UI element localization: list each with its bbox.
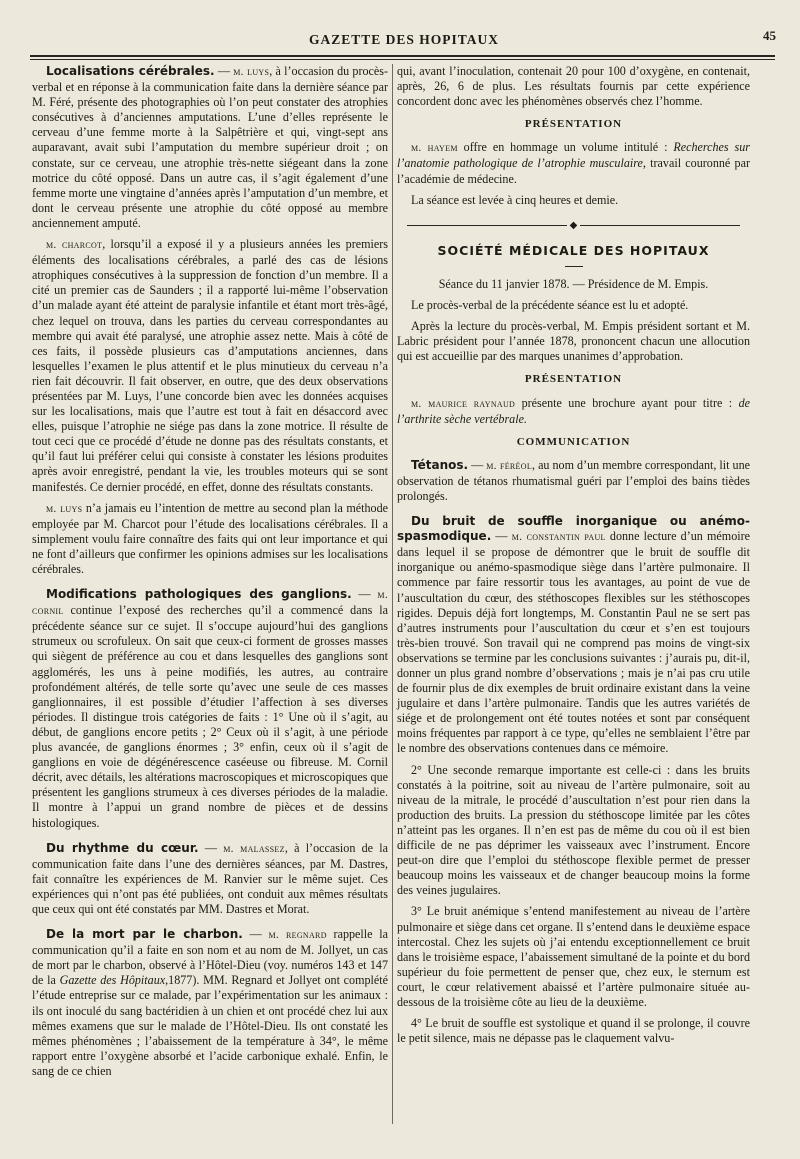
section-separator: ◆ bbox=[397, 218, 750, 233]
left-column bbox=[32, 64, 388, 1085]
paragraph-remark-4: 4° Le bruit de souffle est systolique et quand il se prolonge, il couvre le petit silence, mais ne dépasse pas le claquement valvu- bbox=[397, 1016, 750, 1046]
speaker-name: m. féréol bbox=[486, 459, 533, 472]
section-heading-communication: COMMUNICATION bbox=[516, 435, 631, 448]
article-tetanos: Tétanos. — m. féréol, au nom d’un membre correspondant, lit une observation de tétanos rhumatismal guéri par l’emploi des bains tièdes prolongés. bbox=[397, 457, 751, 503]
article-ganglions: Modifications pathologiques des ganglions. — m. cornil continue l’exposé des recherches qu’il a commencé dans la précédente séance sur ce sujet. Il s’occupe aujourd’hui des ganglions strumeux ou scrofuleux. On sait que ceux-ci forment de grosses masses qui siègent de préférence au cou et dans lesquelles des ganglions sont agglomérés, les uns à peine modifiés, les autres, au contraire profondément altérés, de telle sorte qu’avec une seule de ces masses ganglionnaires, il est possible d’étudier l’affection à ses diverses périodes. Il distingue trois catégories de faits : 1° Une où il s’agit, au début, de ganglions encore petits ; 2° Ceux où il s’agit, à une période plus avancée, de ganglions énormes ; 3° enfin, ceux où il s’agit de ganglions en voie de dégénérescence caséeuse ou fibreuse. M. Cornil décrit, avec détails, les altérations macroscopiques et microscopiques que présentent les ganglions strumeux à ces diverses périodes de la maladie. Il montre à l’appui un grand nombre de pièces et de dessins histologiques. bbox=[32, 587, 388, 830]
article-heading: De la mort par le charbon. bbox=[46, 927, 243, 942]
header-rule bbox=[30, 55, 775, 57]
paragraph-text: ,1877). MM. Regnard et Jollyet ont complété l’étude entreprise sur ce malade, par l’expérimentation sur les animaux : ils ont inoculé du sang bactéridien à un chien et ont procédé chez lui aux mêmes examens que sur le malade de l’Hôtel-Dieu. Ils ont constaté les mêmes phénomènes ; l’abaissement de la température à 34°, le même rapport entre l’oxygène absorbé et l’acide carbonique exhalé. Enfin, le sang de ce chien bbox=[32, 973, 388, 1078]
article-rhythme: Du rhythme du cœur. — m. malassez, à l’occasion de la communication faite dans l’une des dernières séances, par M. Dastres, fait connaître les expériences de M. Ranvier sur le même sujet. Ces expériences qui n’ont pas été publiées, ont conduit aux mêmes résultats que ceux qui ont été constatés par MM. Dastres et Morat. bbox=[32, 840, 389, 916]
paragraph-text: n’a jamais eu l’intention de mettre au second plan la méthode employée par M. Charcot pour l’étude des localisations cérébrales. Il a simplement voulu faire connaître des faits qui ont leur importance et qui ne font d’ailleurs que confirmer les opinions admises sur les localisations cérébrales. bbox=[32, 500, 389, 576]
session-line: Séance du 11 janvier 1878. — Présidence de M. Empis. bbox=[438, 276, 709, 291]
speaker-name: m. luys bbox=[233, 66, 270, 78]
article-heading: Du bruit de souffle inorganique ou anémo-spasmodique. bbox=[397, 514, 750, 544]
page-number: 45 bbox=[763, 28, 776, 43]
paragraph-hayem: m. hayem offre en hommage un volume intitulé : Recherches sur l’anatomie pathologique de l’atrophie musculaire, travail couronné par l’académie de médecine. bbox=[397, 140, 751, 186]
article-bruit-de-souffle: Du bruit de souffle inorganique ou anémo-spasmodique. — m. constantin paul donne lecture d’un mémoire dans lequel il se propose de démontrer que le bruit de souffle dit inorganique ou anémo-spasmodique siège dans l’artère pulmonaire. Il commence par faire ressortir tous les avantages, au point de vue de l’auscultation du cœur, des stéthoscopes flexibles sur les stéthoscopes rigides. Depuis déjà fort longtemps, M. Constantin Paul ne se sert pas d’autres instruments pour l’auscultation du cœur et s’en est toujours très-bien trouvé. Son travail qui ne comprend pas moins de vingt-six observations se termine par les conclusions suivantes : j’aurais pu, dit-il, donner un plus grand nombre d’observations ; mais je n’ai pas cru utile de fournir plus de dix exemples de bruit ordinaire existant dans la veine jugulaire et dans l’artère pulmonaire. Tandis que les autres variétés de siége et de prolongement ont été toutes notées et sont par conséquent moins fréquentes par rapport à ce type, qu’elles ne semblaient l’être par le nombre des observations contenues dans ce mémoire. bbox=[397, 514, 750, 756]
minutes-line: Le procès-verbal de la précédente séance est lu et adopté. bbox=[411, 298, 689, 313]
paragraph-text: , à l’occasion du procès-verbal et en réponse à la communication faite dans la dernière séance par M. Féré, présente des photographies où l’on peut constater des atrophies consécutives à d’anciennes amputations. L’une d’elles représente le cerveau d’une femme morte à la Salpêtrière et qui, vingt-sept ans auparavant, avait subi l’amputation du membre supérieur droit ; on constate, sur ce cerveau, une atrophie très-nette siégeant dans la zone motrice du côté opposé. Dans un autre cas, il s’agit également d’une femme morte une vingtaine d’années après l’amputation d’un membre, et dont le cerveau présente une atrophie du côté opposé au membre anciennement amputé. bbox=[32, 64, 388, 230]
paragraph-text: rappelle la communication qu’il a faite en son nom et au nom de M. Jollyet, un cas de mort par le charbon, observé à l’Hôtel-Dieu (voy. numéros 143 et 147 de la bbox=[32, 927, 389, 988]
paragraph-closing: La séance est levée à cinq heures et demie. bbox=[411, 192, 619, 207]
journal-title: Gazette des Hôpitaux bbox=[59, 973, 166, 988]
paragraph-text: continue l’exposé des recherches qu’il a commencé dans la précédente séance sur ce sujet. Il s’occupe aujourd’hui des ganglions strumeux ou scrofuleux. On sait que ceux-ci forment de grosses masses qui siègent de préférence au cou et dans lesquelles des ganglions sont agglomérés, les uns à peine modifiés, les autres, au contraire profondément altérés, de telle sorte qu’avec une seule de ces masses ganglionnaires, il est possible d’étudier l’affection à ses diverses périodes. Il distingue trois catégories de faits : 1° Une où il s’agit, au début, de ganglions encore petits ; 2° Ceux où il s’agit, à une période plus avancée, de ganglions énormes ; 3° enfin, ceux où il s’agit de ganglions en voie de dégénérescence caséeuse ou fibreuse. M. Cornil décrit, avec détails, les altérations macroscopiques et microscopiques que présentent les ganglions strumeux à ces diverses périodes de la maladie. Il montre à l’appui un grand nombre de pièces et de dessins histologiques. bbox=[32, 603, 388, 830]
section-heading-presentation-2: PRÉSENTATION bbox=[524, 373, 623, 386]
speaker-name: m. charcot bbox=[46, 239, 103, 252]
paragraph-remark-2: 2° Une seconde remarque importante est celle-ci : dans les bruits constatés à la poitrine, soit au niveau de l’artère pulmonaire, soit au niveau de la mitrale, le procédé d’auscultation n’est pour rien dans la production des bruits. La pression du stéthoscope limitée par les côtes n’atteint pas les organes. Il n’en est pas de même du cou où il est bien difficile de ne pas déprimer les vaisseaux avec l’instrument. Encore peut-on dire que l’emploi du stéthoscope flexible permet de presser beaucoup moins les vaisseaux et de changer beaucoup moins la forme des veines jugulaires. bbox=[397, 762, 750, 898]
brochure-title: de l’arthrite sèche vertébrale. bbox=[397, 395, 750, 426]
article-charbon: De la mort par le charbon. — m. regnard rappelle la communication qu’il a faite en son nom et au nom de M. Jollyet, un cas de mort par le charbon, observé à l’Hôtel-Dieu (voy. numéros 143 et 147 de la Gazette des Hôpitaux,1877). MM. Regnard et Jollyet ont complété l’étude entreprise sur ce malade, par l’expérimentation sur les animaux : ils ont inoculé du sang bactéridien à un chien et ont procédé chez lui aux mêmes examens que sur le malade de l’Hôtel-Dieu. Ils ont constaté les mêmes phénomènes ; l’abaissement de la température à 34°, le même rapport entre l’oxygène absorbé et l’acide carbonique exhalé. Enfin, le sang de ce chien bbox=[32, 927, 389, 1078]
paragraph-remark-3: 3° Le bruit anémique s’entend manifestement au niveau de l’artère pulmonaire et siège dans cet organe. Il s’entend dans le deuxième espace intercostal. Chez les sujets où j’ai entendu exceptionnellement ce bruit dans le troisième espace, l’abaissement simultané de la pointe et du bord supérieur du foie permettent de penser que, chez eux, le sternum est court, le cœur relativement abaissé et l’artère pulmonaire située au-dessous de la troisième côte au lieu de la deuxième. bbox=[397, 904, 750, 1009]
speaker-name: m. luys bbox=[46, 502, 83, 515]
page-header bbox=[30, 26, 778, 54]
paragraph-raynaud: m. maurice raynaud présente une brochure ayant pour titre : de l’arthrite sèche vertébrale. bbox=[397, 395, 750, 426]
column-divider bbox=[392, 64, 393, 1124]
header-rule-thin bbox=[30, 59, 775, 60]
article-localisations: Localisations cérébrales. — m. luys, à l’occasion du procès-verbal et en réponse à la communication faite dans la dernière séance par M. Féré, présente des photographies où l’on peut constater des atrophies consécutives à d’anciennes amputations. L’une d’elles représente le cerveau d’une femme morte à la Salpêtrière et qui, vingt-sept ans auparavant, avait subi l’amputation du membre supérieur droit ; on constate, sur ce cerveau, une atrophie très-nette siégeant dans la zone motrice du côté opposé. Dans un autre cas, il s’agit également d’une femme morte une vingtaine d’années après l’amputation d’un membre, et dont le cerveau présente une atrophie du côté opposé au membre anciennement amputé. bbox=[32, 64, 388, 230]
paragraph-text: , à l’occasion de la communication faite dans l’une des dernières séances, par M. Dastres, fait connaître les expériences de M. Ranvier sur le même sujet. Ces expériences qui n’ont pas été publiées, ont conduit aux mêmes résultats que ceux qui ont été constatés par MM. Dastres et Morat. bbox=[32, 840, 389, 916]
article-heading: Tétanos. bbox=[411, 457, 469, 472]
article-heading: Modifications pathologiques des ganglions. bbox=[46, 587, 352, 602]
speaker-name: m. malassez bbox=[223, 842, 285, 855]
society-heading: SOCIÉTÉ MÉDICALE DES HOPITAUX bbox=[437, 242, 710, 258]
paragraph-presidents: Après la lecture du procès-verbal, M. Empis président sortant et M. Labric président pour l’année 1878, prononcent chacun une allocution qui est accueillie par des marques unanimes d’approbation. bbox=[397, 319, 750, 364]
article-heading: Localisations cérébrales. bbox=[46, 64, 215, 78]
running-title: GAZETTE DES HOPITAUX bbox=[308, 32, 500, 47]
article-heading: Du rhythme du cœur. bbox=[46, 840, 199, 855]
paragraph-continuation: qui, avant l’inoculation, contenait 20 pour 100 d’oxygène, en contenait, après, 26, 6 de plus. Les résultats fournis par cette expérience concordent donc avec les phénomènes observés chez l’homme. bbox=[397, 64, 750, 109]
speaker-name: m. regnard bbox=[268, 929, 327, 942]
paragraph-charcot bbox=[32, 237, 388, 495]
paragraph-text: , lorsqu’il a exposé il y a plusieurs années les premiers éléments des localisations cérébrales, a parlé des cas de lésions atrophiques consécutives à la suppression de fonction d’un membre. Il a cité un premier cas de Saunders ; il a rapporté lui-même l’observation d’un malade ayant été atteint de paralysie infantile et étant mort très-âgé, chez lequel on trouva, dans les parties du cerveau correspondantes au membre qui avait été paralysé, une atrophie assez nette. Mais à côté de ces faits, il possède plusieurs cas d’amputations anciennes, dans lesquelles l’examen le plus attentif et le plus minutieux du cerveau n’a rien fait découvrir. Il fait observer, en outre, que des deux observations présentées par M. Luys, l’une concorde bien avec les données acquises sur les localisations, mais que l’autre est tout à fait en désaccord avec elles, puisque l’atrophie ne siége pas dans la zone motrice. Il résulte de tout ceci que ce procédé d’étude ne donne pas des résultats constants, et qu’il faut lui préférer celui qui consiste à constater les lésions produites après avoir enregistré, pendant la vie, les troubles moteurs qui se sont manifestés. Ce dernier procédé, en effet, donne des résultats constants. bbox=[32, 237, 388, 494]
short-rule bbox=[565, 266, 583, 267]
speaker-name: m. cornil bbox=[32, 589, 388, 618]
right-column bbox=[397, 64, 750, 1052]
paragraph-luys-reply bbox=[32, 501, 388, 577]
section-heading-presentation: PRÉSENTATION bbox=[524, 118, 623, 131]
book-title: Recherches sur l’anatomie pathologique de l’atrophie musculaire, bbox=[397, 140, 750, 171]
speaker-name: m. constantin paul bbox=[511, 531, 606, 544]
speaker-name: m. hayem bbox=[411, 142, 458, 155]
speaker-name: m. maurice raynaud bbox=[411, 397, 516, 410]
